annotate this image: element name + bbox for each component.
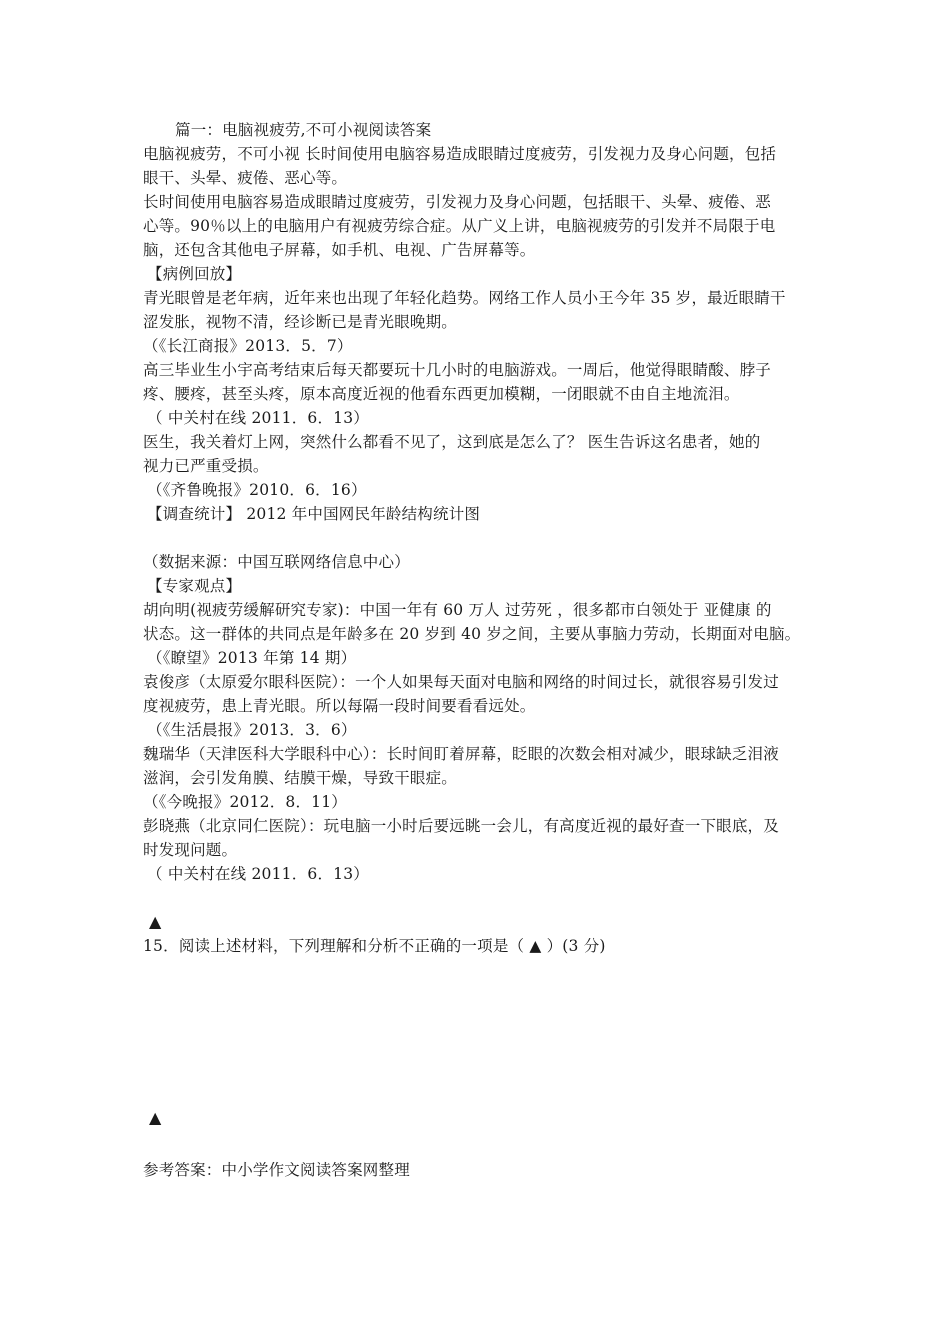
source-citation: （《今晚报》2012．8．11）	[143, 793, 347, 811]
source-citation: （《齐鲁晚报》2010．6．16）	[147, 481, 367, 499]
data-source-note: （数据来源：中国互联网络信息中心）	[143, 553, 410, 571]
text-line: 长时间使用电脑容易造成眼睛过度疲劳，引发视力及身心问题，包括眼干、头晕、疲倦、恶	[143, 193, 772, 211]
text-line: 时发现问题。	[143, 841, 238, 859]
text-line: 状态。这一群体的共同点是年龄多在 20 岁到 40 岁之间，主要从事脑力劳动，长期面对电脑。	[143, 625, 801, 643]
source-citation: （《长江商报》2013．5．7）	[143, 337, 353, 355]
answer-reference: 参考答案：中小学作文阅读答案网整理	[143, 1161, 410, 1179]
text-line: 医生，我关着灯上网，突然什么都看不见了，这到底是怎么了？ 医生告诉这名患者，她的	[143, 433, 761, 451]
section-heading-cases: 【病例回放】	[147, 265, 242, 283]
section-heading-experts: 【专家观点】	[147, 577, 242, 595]
text-line: 高三毕业生小宇高考结束后每天都要玩十几小时的电脑游戏。一周后，他觉得眼睛酸、脖子	[143, 361, 772, 379]
text-line: 电脑视疲劳，不可小视 长时间使用电脑容易造成眼睛过度疲劳，引发视力及身心问题，包括	[143, 145, 777, 163]
source-citation: （ 中关村在线 2011．6．13）	[147, 409, 369, 427]
text-line: 脑，还包含其他电子屏幕，如手机、电视、广告屏幕等。	[143, 241, 536, 259]
source-citation: （《生活晨报》2013．3．6）	[147, 721, 357, 739]
text-line: 疼、腰疼，甚至头疼，原本高度近视的他看东西更加模糊，一闭眼就不由自主地流泪。	[143, 385, 740, 403]
text-line: 青光眼曾是老年病，近年来也出现了年轻化趋势。网络工作人员小王今年 35 岁，最近眼睛干	[143, 289, 786, 307]
text-line: 度视疲劳，患上青光眼。所以每隔一段时间要看看远处。	[143, 697, 536, 715]
source-citation: （ 中关村在线 2011．6．13）	[147, 865, 369, 883]
text-line: 魏瑞华（天津医科大学眼科中心）：长时间盯着屏幕，眨眼的次数会相对减少，眼球缺乏泪液	[143, 745, 779, 763]
text-line: 涩发胀，视物不清，经诊断已是青光眼晚期。	[143, 313, 458, 331]
text-line: 眼干、头晕、疲倦、恶心等。	[143, 169, 348, 187]
text-line: 袁俊彦（太原爱尔眼科医院）：一个人如果每天面对电脑和网络的时间过长，就很容易引发过	[143, 673, 779, 691]
source-citation: （《瞭望》2013 年第 14 期）	[147, 649, 357, 667]
text-line: 视力已严重受损。	[143, 457, 269, 475]
text-line: 心等。90％以上的电脑用户有视疲劳综合症。从广义上讲，电脑视疲劳的引发并不局限于电	[143, 217, 776, 235]
text-line: 滋润，会引发角膜、结膜干燥，导致干眼症。	[143, 769, 458, 787]
document-title: 篇一：电脑视疲劳,不可小视阅读答案	[175, 121, 432, 139]
section-heading-survey: 【调查统计】 2012 年中国网民年龄结构统计图	[147, 505, 481, 523]
question-15: 15．阅读上述材料，下列理解和分析不正确的一项是（ ▲ ）(3 分)	[143, 937, 606, 955]
triangle-mark: ▲	[149, 912, 162, 931]
triangle-mark: ▲	[149, 1108, 162, 1127]
text-line: 胡向明(视疲劳缓解研究专家)：中国一年有 60 万人 过劳死 ，很多都市白领处于 亚健康 的	[143, 601, 772, 619]
text-line: 彭晓燕（北京同仁医院）：玩电脑一小时后要远眺一会儿，有高度近视的最好查一下眼底，及	[143, 817, 779, 835]
